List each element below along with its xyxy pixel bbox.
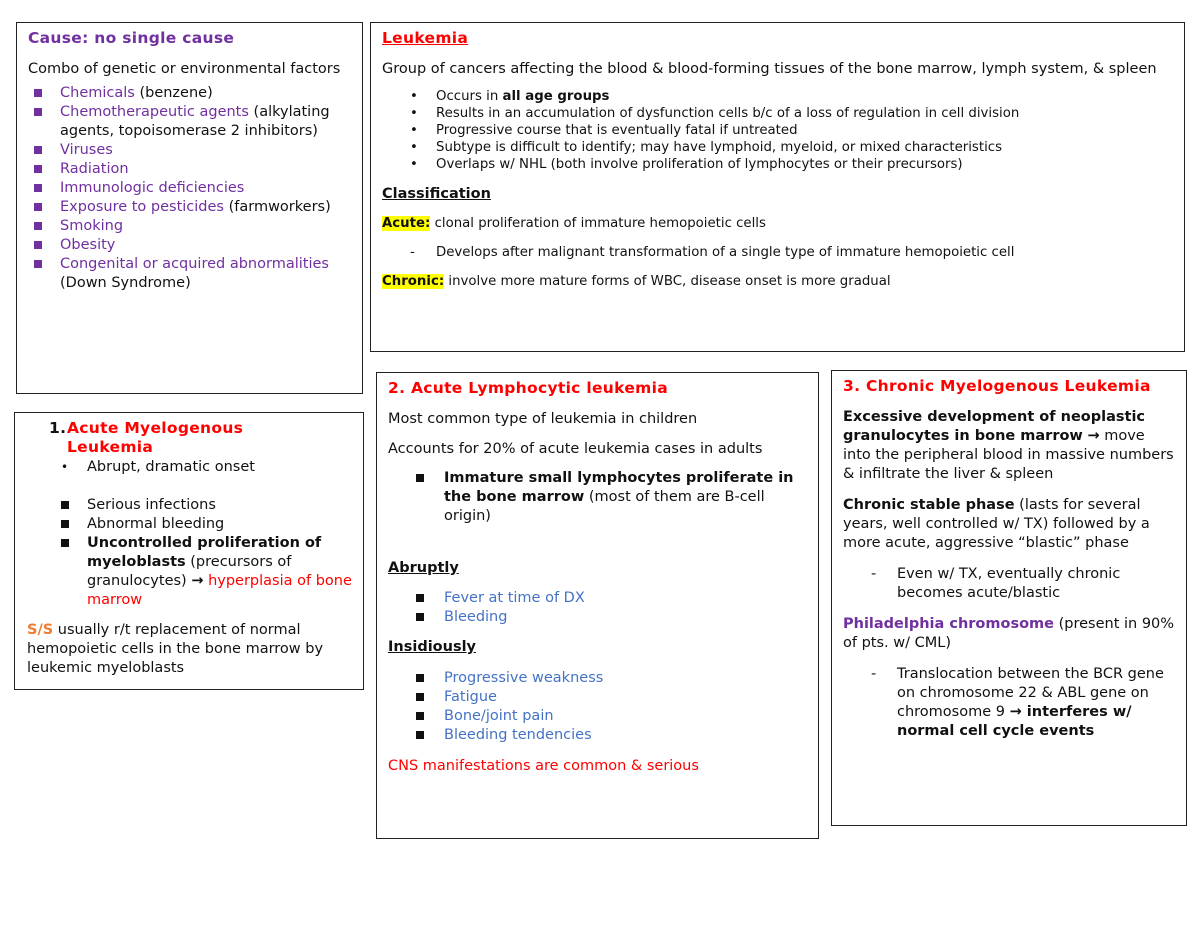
cns-note: CNS manifestations are common & serious: [388, 758, 699, 774]
insidiously-heading: Insidiously: [388, 639, 477, 655]
list-item: Fever at time of DX: [416, 589, 808, 608]
square-bullet-icon: [34, 203, 42, 211]
cause-box: [16, 22, 363, 394]
cml-box: [831, 370, 1187, 826]
cml-title: 3. Chronic Myelogenous Leukemia: [843, 377, 1151, 395]
cause-item: Chemotherapeutic agents (alkylating agents, topoisomerase 2 inhibitors): [28, 103, 352, 141]
cause-item: Viruses: [28, 141, 352, 160]
all-p1: Most common type of leukemia in children: [388, 411, 698, 427]
cause-item: Radiation: [28, 160, 352, 179]
aml-number: 1.: [49, 419, 67, 437]
cause-list: [28, 84, 352, 293]
cause-title: Cause: no single cause: [28, 29, 235, 47]
acute-sub: - Develops after malignant transformation of a single type of immature hemopoietic cell: [410, 245, 1015, 260]
abruptly-heading: Abruptly: [388, 560, 459, 576]
list-item: Immature small lymphocytes proliferate in the bone marrow (most of them are B-cell origin): [416, 469, 808, 526]
all-box: [376, 372, 819, 839]
square-bullet-icon: [34, 260, 42, 268]
square-bullet-icon: [34, 146, 42, 154]
all-title: 2. Acute Lymphocytic leukemia: [388, 379, 668, 397]
list-item: • Subtype is difficult to identify; may have lymphoid, myeloid, or mixed characteristics: [410, 140, 1003, 155]
list-item: • Progressive course that is eventually fatal if untreated: [410, 123, 798, 138]
cml-dash2: - Translocation between the BCR gene on chromosome 22 & ABL gene on chromosome 9 → interferes w/ normal cell cycle events: [871, 666, 1164, 739]
list-item: • Abrupt, dramatic onset: [61, 459, 255, 475]
abruptly-list: [388, 589, 808, 627]
leukemia-box: [370, 22, 1185, 352]
list-item: Abnormal bleeding: [61, 515, 353, 534]
aml-title-row: [27, 419, 353, 457]
classification-heading: Classification: [382, 186, 491, 202]
aml-title: Acute Myelogenous Leukemia: [67, 419, 244, 456]
cause-item: Exposure to pesticides (farmworkers): [28, 198, 352, 217]
list-item: Progressive weakness: [416, 669, 808, 688]
aml-list: [27, 458, 353, 610]
cause-intro: Combo of genetic or environmental factors: [28, 61, 341, 77]
all-sq-list: [388, 469, 808, 526]
cause-item: Obesity: [28, 236, 352, 255]
cml-p2: Chronic stable phase (lasts for several years, well controlled w/ TX) followed by a more acute, aggressive “blastic” phase: [843, 497, 1150, 551]
cml-p1: Excessive development of neoplastic granulocytes in bone marrow → move into the peripheral blood in massive numbers & infiltrate the liver & spleen: [843, 409, 1174, 482]
cause-item: Congenital or acquired abnormalities (Down Syndrome): [28, 255, 352, 293]
aml-box: [14, 412, 364, 690]
all-p2: Accounts for 20% of acute leukemia cases in adults: [388, 441, 763, 457]
cml-dash1: - Even w/ TX, eventually chronic becomes acute/blastic: [871, 566, 1121, 601]
list-item: Serious infections: [61, 496, 353, 515]
square-bullet-icon: [34, 222, 42, 230]
acute-label: Acute:: [382, 216, 431, 231]
list-item: • Occurs in all age groups: [410, 89, 610, 104]
list-item: • Overlaps w/ NHL (both involve proliferation of lymphocytes or their precursors): [410, 157, 963, 172]
leukemia-title: Leukemia: [382, 29, 469, 47]
square-bullet-icon: [34, 241, 42, 249]
square-bullet-icon: [34, 89, 42, 97]
ss-label: S/S: [27, 622, 54, 638]
list-item: Bone/joint pain: [416, 707, 808, 726]
cml-p3: Philadelphia chromosome (present in 90% of pts. w/ CML): [843, 616, 1175, 651]
aml-ss: S/S usually r/t replacement of normal hemopoietic cells in the bone marrow by leukemic myeloblasts: [27, 622, 324, 676]
leukemia-intro: Group of cancers affecting the blood & blood-forming tissues of the bone marrow, lymph system, & spleen: [382, 61, 1157, 77]
acute-definition: Acute: clonal proliferation of immature hemopoietic cells: [382, 216, 766, 231]
cause-item: Smoking: [28, 217, 352, 236]
list-item: Fatigue: [416, 688, 808, 707]
list-item: • Results in an accumulation of dysfunction cells b/c of a loss of regulation in cell division: [410, 106, 1020, 121]
leukemia-bullets: [382, 88, 1174, 173]
list-item: Bleeding: [416, 608, 808, 627]
square-bullet-icon: [34, 184, 42, 192]
insidiously-list: [388, 669, 808, 745]
list-item: Bleeding tendencies: [416, 726, 808, 745]
cause-item: Chemicals (benzene): [28, 84, 352, 103]
list-item: Uncontrolled proliferation of myeloblasts (precursors of granulocytes) → hyperplasia of bone marrow: [61, 534, 353, 610]
square-bullet-icon: [34, 165, 42, 173]
cause-item: Immunologic deficiencies: [28, 179, 352, 198]
square-bullet-icon: [34, 108, 42, 116]
chronic-label: Chronic:: [382, 274, 445, 289]
chronic-definition: Chronic: involve more mature forms of WBC, disease onset is more gradual: [382, 274, 891, 289]
